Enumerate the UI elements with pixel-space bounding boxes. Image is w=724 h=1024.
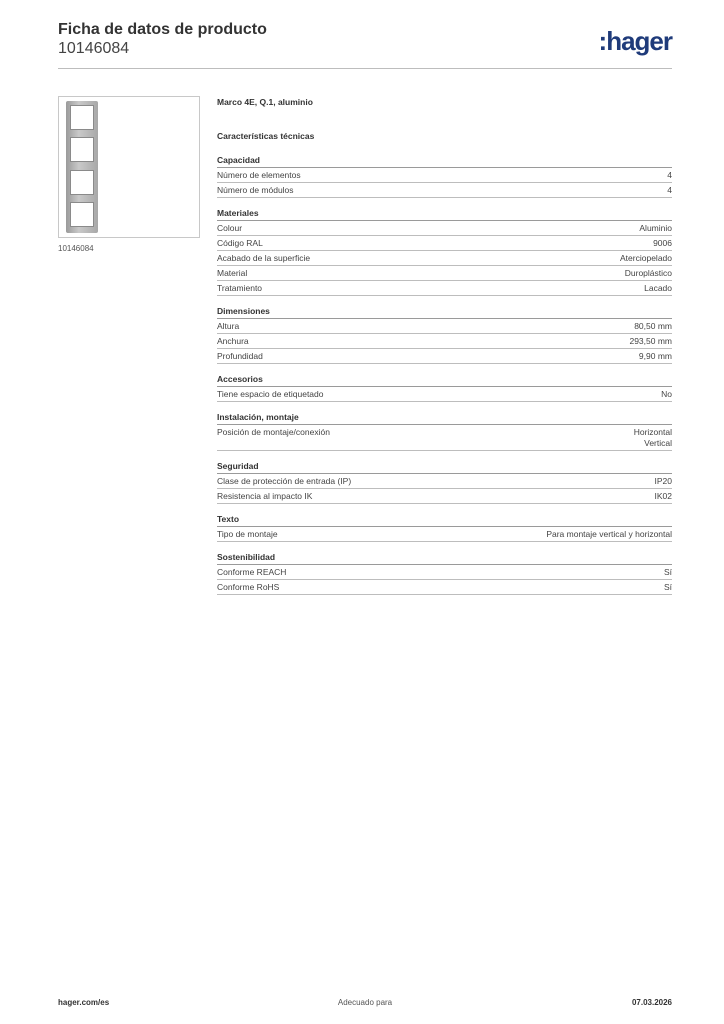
spec-value: [639, 223, 672, 234]
section-title: Texto: [217, 513, 672, 527]
section-title: Instalación, montaje: [217, 411, 672, 425]
spec-value: [639, 351, 672, 362]
spec-value: [620, 253, 672, 264]
spec-label: Altura: [217, 321, 240, 331]
header-divider: [58, 68, 672, 69]
spec-label: Profundidad: [217, 351, 263, 361]
spec-label: Anchura: [217, 336, 249, 346]
spec-value: [667, 185, 672, 196]
spec-value-line: Lacado: [644, 283, 672, 293]
spec-row: [217, 387, 672, 402]
spec-section: [217, 513, 672, 542]
spec-row: [217, 281, 672, 296]
spec-label: Número de módulos: [217, 185, 294, 195]
spec-row: [217, 236, 672, 251]
spec-value-line: Aluminio: [639, 223, 672, 233]
spec-value: [634, 321, 672, 332]
product-name: Marco 4E, Q.1, aluminio: [217, 97, 313, 107]
hager-logo: [599, 26, 672, 57]
spec-value-line: Vertical: [644, 438, 672, 448]
spec-label: Número de elementos: [217, 170, 301, 180]
spec-value: [653, 238, 672, 249]
spec-value: [625, 268, 672, 279]
footer-middle-text: Adecuado para: [337, 998, 393, 1007]
spec-value-line: No: [661, 389, 672, 399]
spec-value-line: Duroplástico: [624, 268, 672, 278]
logo-colon: :: [598, 26, 607, 56]
spec-sections: [217, 154, 672, 595]
spec-label: Posición de montaje/conexión: [217, 427, 330, 437]
spec-content: [217, 96, 672, 604]
spec-value-line: Para montaje vertical y horizontal: [546, 529, 672, 539]
spec-row: [217, 565, 672, 580]
logo-text: hager: [606, 26, 672, 56]
spec-value-line: 293,50 mm: [629, 336, 672, 346]
spec-value-line: Sí: [663, 582, 672, 592]
spec-value-line: 4: [667, 185, 672, 195]
spec-value-line: Aterciopelado: [620, 253, 672, 263]
spec-value: [644, 283, 672, 294]
section-title: Dimensiones: [217, 305, 672, 319]
section-title: Capacidad: [217, 154, 672, 168]
spec-row: [217, 580, 672, 595]
tech-heading: Características técnicas: [217, 131, 315, 141]
spec-value: [546, 529, 672, 540]
section-title: Seguridad: [217, 460, 672, 474]
spec-value-line: 9,90 mm: [638, 351, 672, 361]
image-caption: 10146084: [58, 244, 94, 253]
spec-value: [667, 170, 672, 181]
spec-value: [655, 476, 673, 487]
spec-value-line: 80,50 mm: [634, 321, 672, 331]
spec-label: Conforme RoHS: [217, 582, 280, 592]
spec-label: Código RAL: [217, 238, 263, 248]
spec-label: Colour: [217, 223, 243, 233]
spec-value: [661, 389, 672, 400]
spec-section: [217, 551, 672, 595]
spec-row: [217, 183, 672, 198]
spec-value-line: Sí: [663, 567, 672, 577]
spec-label: Tratamiento: [217, 283, 263, 293]
spec-section: [217, 154, 672, 198]
spec-value: [655, 491, 673, 502]
spec-value-line: 9006: [653, 238, 672, 248]
spec-row: [217, 251, 672, 266]
spec-label: Resistencia al impacto IK: [217, 491, 313, 501]
spec-row: [217, 425, 672, 451]
spec-value: [629, 336, 672, 347]
spec-label: Material: [217, 268, 248, 278]
spec-value-line: Horizontal: [633, 427, 672, 437]
spec-value-line: 4: [667, 170, 672, 180]
spec-section: [217, 373, 672, 402]
spec-section: [217, 411, 672, 451]
spec-row: [217, 527, 672, 542]
spec-row: [217, 221, 672, 236]
spec-label: Tiene espacio de etiquetado: [217, 389, 324, 399]
spec-row: [217, 349, 672, 364]
spec-row: [217, 474, 672, 489]
spec-section: [217, 460, 672, 504]
spec-label: Conforme REACH: [217, 567, 287, 577]
section-title: Accesorios: [217, 373, 672, 387]
spec-row: [217, 334, 672, 349]
frame-illustration: [66, 101, 98, 233]
spec-row: [217, 489, 672, 504]
spec-label: Clase de protección de entrada (IP): [217, 476, 352, 486]
spec-section: [217, 207, 672, 296]
frame-opening: [70, 170, 94, 195]
spec-row: [217, 319, 672, 334]
spec-value-line: IP20: [654, 476, 672, 486]
footer-date: 07.03.2026: [631, 998, 672, 1007]
spec-value: [664, 567, 672, 578]
spec-label: Tipo de montaje: [217, 529, 278, 539]
page-header: [58, 20, 672, 58]
document-title: Ficha de datos de producto: [58, 21, 267, 38]
product-image: [58, 96, 200, 238]
spec-label: Acabado de la superficie: [217, 253, 311, 263]
section-title: Sostenibilidad: [217, 551, 672, 565]
spec-value: [664, 582, 672, 593]
frame-opening: [70, 137, 94, 162]
spec-row: [217, 168, 672, 183]
footer-website[interactable]: hager.com/es: [58, 998, 110, 1007]
spec-section: [217, 305, 672, 364]
section-title: Materiales: [217, 207, 672, 221]
product-number: 10146084: [58, 40, 130, 57]
spec-row: [217, 266, 672, 281]
spec-value: [634, 427, 672, 449]
spec-value-line: IK02: [654, 491, 672, 501]
frame-opening: [70, 105, 94, 130]
frame-opening: [70, 202, 94, 227]
